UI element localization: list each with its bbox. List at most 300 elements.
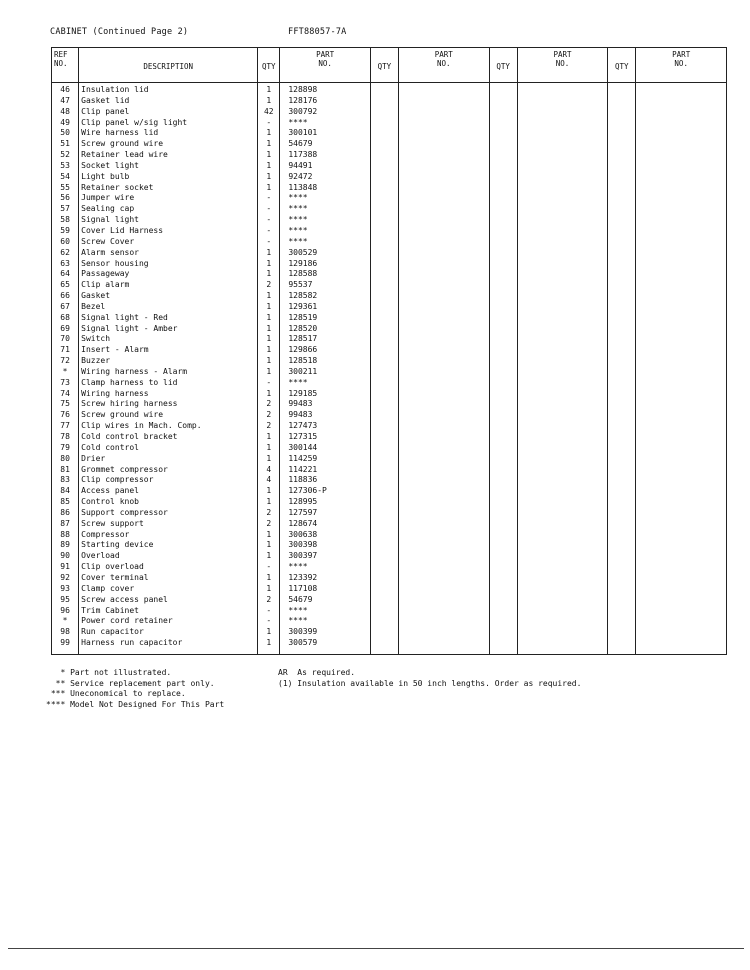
description-cell: Harness run capacitor <box>79 638 258 654</box>
part-no-cell-empty <box>517 204 608 215</box>
qty-cell-empty <box>608 551 636 562</box>
qty-cell-empty <box>608 334 636 345</box>
ref-no-cell: 63 <box>52 259 79 270</box>
qty-cell-empty <box>489 410 517 421</box>
part-no-cell: 128582 <box>280 291 371 302</box>
ref-no-cell: 84 <box>52 486 79 497</box>
qty-cell: 1 <box>258 248 280 259</box>
part-no-cell-empty <box>636 83 727 96</box>
qty-cell-empty <box>489 508 517 519</box>
part-no-cell-empty <box>517 183 608 194</box>
table-row <box>52 193 727 204</box>
table-row <box>52 638 727 654</box>
part-no-cell-empty <box>636 139 727 150</box>
part-no-cell-empty <box>517 573 608 584</box>
part-no-cell-empty <box>517 161 608 172</box>
part-no-cell-empty <box>517 96 608 107</box>
part-no-cell-empty <box>636 410 727 421</box>
part-no-cell: 129361 <box>280 302 371 313</box>
description-cell: Clip alarm <box>79 280 258 291</box>
qty-cell-empty <box>608 497 636 508</box>
qty-cell: 1 <box>258 530 280 541</box>
part-no-cell-empty <box>399 313 490 324</box>
qty-cell-empty <box>608 172 636 183</box>
ref-no-cell: 49 <box>52 118 79 129</box>
footnote-as-required: AR As required. <box>278 668 356 677</box>
qty-cell: 1 <box>258 259 280 270</box>
part-no-cell-empty <box>636 540 727 551</box>
part-no-cell-empty <box>517 313 608 324</box>
qty-cell: 1 <box>258 345 280 356</box>
qty-cell-empty <box>370 606 398 617</box>
qty-cell-empty <box>370 226 398 237</box>
part-no-cell: 127315 <box>280 432 371 443</box>
table-row <box>52 324 727 335</box>
description-cell: Switch <box>79 334 258 345</box>
part-no-header-4 <box>636 48 727 83</box>
ref-no-cell: * <box>52 616 79 627</box>
table-row <box>52 83 727 96</box>
description-cell: Alarm sensor <box>79 248 258 259</box>
qty-cell-empty <box>608 638 636 654</box>
ref-no-cell: 80 <box>52 454 79 465</box>
qty-cell-empty <box>489 107 517 118</box>
qty-cell: - <box>258 562 280 573</box>
qty-cell-empty <box>608 204 636 215</box>
table-row <box>52 215 727 226</box>
qty-cell-empty <box>608 259 636 270</box>
description-cell: Retainer lead wire <box>79 150 258 161</box>
ref-no-cell: 62 <box>52 248 79 259</box>
table-row <box>52 465 727 476</box>
part-no-cell-empty <box>399 193 490 204</box>
description-cell: Trim Cabinet <box>79 606 258 617</box>
qty-cell-empty <box>608 193 636 204</box>
qty-cell-empty <box>608 378 636 389</box>
qty-cell-empty <box>489 389 517 400</box>
part-no-cell: 128517 <box>280 334 371 345</box>
qty-cell-empty <box>489 367 517 378</box>
qty-cell-empty <box>608 584 636 595</box>
qty-cell-empty <box>489 334 517 345</box>
ref-no-cell: 96 <box>52 606 79 617</box>
part-no-cell: 128520 <box>280 324 371 335</box>
ref-no-cell: 78 <box>52 432 79 443</box>
part-no-cell-empty <box>399 161 490 172</box>
qty-cell-empty <box>489 356 517 367</box>
part-no-cell: **** <box>280 237 371 248</box>
part-no-cell: 300398 <box>280 540 371 551</box>
qty-cell-empty <box>608 324 636 335</box>
table-row <box>52 226 727 237</box>
part-no-cell-empty <box>517 107 608 118</box>
description-cell: Screw access panel <box>79 595 258 606</box>
table-row <box>52 269 727 280</box>
part-no-cell-empty <box>517 540 608 551</box>
part-no-cell-empty <box>636 627 727 638</box>
part-no-cell-empty <box>399 345 490 356</box>
ref-header-line1: REF <box>54 50 68 59</box>
part-no-cell: **** <box>280 193 371 204</box>
qty-cell-empty <box>608 454 636 465</box>
qty-cell-empty <box>489 595 517 606</box>
part-no-cell-empty <box>517 259 608 270</box>
qty-cell-empty <box>489 551 517 562</box>
description-cell: Signal light - Red <box>79 313 258 324</box>
part-no-cell: 127597 <box>280 508 371 519</box>
part-no-cell-empty <box>517 486 608 497</box>
ref-no-cell: 76 <box>52 410 79 421</box>
qty-cell: 1 <box>258 96 280 107</box>
qty-cell-empty <box>489 584 517 595</box>
table-row <box>52 118 727 129</box>
qty-cell-empty <box>489 378 517 389</box>
part-no-cell: 99483 <box>280 399 371 410</box>
ref-no-cell: 74 <box>52 389 79 400</box>
part-no-cell-empty <box>636 497 727 508</box>
qty-cell-empty <box>489 324 517 335</box>
part-no-cell-empty <box>636 432 727 443</box>
description-cell: Cold control bracket <box>79 432 258 443</box>
part-no-cell-empty <box>636 443 727 454</box>
parts-table <box>51 47 727 655</box>
qty-cell-empty <box>608 627 636 638</box>
qty-cell-empty <box>489 302 517 313</box>
part-no-cell-empty <box>399 237 490 248</box>
qty-cell-empty <box>489 83 517 96</box>
part-no-cell: 92472 <box>280 172 371 183</box>
part-no-cell-empty <box>399 519 490 530</box>
part-no-cell-empty <box>517 367 608 378</box>
ref-no-cell: 88 <box>52 530 79 541</box>
table-row <box>52 389 727 400</box>
part-no-cell-empty <box>517 616 608 627</box>
part-no-cell-empty <box>399 248 490 259</box>
part-no-cell-empty <box>399 454 490 465</box>
qty-cell-empty <box>370 259 398 270</box>
table-row <box>52 627 727 638</box>
part-no-cell-empty <box>517 443 608 454</box>
part-no-cell: **** <box>280 215 371 226</box>
qty-cell-empty <box>489 139 517 150</box>
qty-cell-empty <box>370 497 398 508</box>
part-no-cell-empty <box>399 616 490 627</box>
part-no-cell: 128519 <box>280 313 371 324</box>
description-cell: Bezel <box>79 302 258 313</box>
part-no-cell-empty <box>399 183 490 194</box>
part-no-cell: 300397 <box>280 551 371 562</box>
qty-cell-empty <box>370 313 398 324</box>
qty-cell-empty <box>608 313 636 324</box>
qty-cell-empty <box>489 215 517 226</box>
description-cell: Starting device <box>79 540 258 551</box>
part-no-cell-empty <box>517 269 608 280</box>
qty-cell: - <box>258 606 280 617</box>
part-no-cell: 54679 <box>280 139 371 150</box>
qty-cell-empty <box>370 584 398 595</box>
qty-cell-empty <box>608 291 636 302</box>
part-no-cell-empty <box>636 128 727 139</box>
table-row <box>52 497 727 508</box>
qty-cell-empty <box>608 237 636 248</box>
qty-cell-empty <box>489 432 517 443</box>
table-row <box>52 302 727 313</box>
qty-cell-empty <box>489 280 517 291</box>
qty-cell-empty <box>489 345 517 356</box>
part-no-cell-empty <box>517 291 608 302</box>
part-no-cell: 128898 <box>280 83 371 96</box>
ref-no-cell: 64 <box>52 269 79 280</box>
part-no-cell: **** <box>280 226 371 237</box>
part-no-cell-empty <box>517 465 608 476</box>
qty-cell-empty <box>370 465 398 476</box>
qty-cell: 1 <box>258 573 280 584</box>
qty-cell-empty <box>489 183 517 194</box>
description-cell: Socket light <box>79 161 258 172</box>
qty-cell-empty <box>370 443 398 454</box>
ref-no-cell: 90 <box>52 551 79 562</box>
table-row <box>52 486 727 497</box>
qty-cell-empty <box>370 248 398 259</box>
qty-cell: 1 <box>258 497 280 508</box>
qty-cell-empty <box>489 454 517 465</box>
description-cell: Clip wires in Mach. Comp. <box>79 421 258 432</box>
part-no-cell-empty <box>399 562 490 573</box>
table-row <box>52 606 727 617</box>
qty-cell-empty <box>608 530 636 541</box>
ref-no-cell: 85 <box>52 497 79 508</box>
part-no-cell-empty <box>399 530 490 541</box>
qty-cell-empty <box>608 96 636 107</box>
qty-cell: 1 <box>258 334 280 345</box>
table-row <box>52 519 727 530</box>
qty-cell-empty <box>489 638 517 654</box>
part-header-line1: PART <box>316 50 335 59</box>
description-cell: Signal light <box>79 215 258 226</box>
part-no-cell-empty <box>636 215 727 226</box>
part-no-cell-empty <box>517 432 608 443</box>
part-no-cell-empty <box>517 248 608 259</box>
qty-header-3: QTY <box>489 48 517 83</box>
part-no-cell: 300144 <box>280 443 371 454</box>
qty-cell-empty <box>370 389 398 400</box>
part-no-cell-empty <box>517 345 608 356</box>
ref-no-cell: 57 <box>52 204 79 215</box>
qty-cell-empty <box>370 345 398 356</box>
part-no-cell-empty <box>636 204 727 215</box>
qty-cell-empty <box>370 573 398 584</box>
footnote-not-illustrated: * Part not illustrated. <box>46 668 172 677</box>
qty-cell-empty <box>608 540 636 551</box>
ref-no-cell: 89 <box>52 540 79 551</box>
part-no-cell-empty <box>636 356 727 367</box>
part-header-line1: PART <box>434 50 453 59</box>
part-no-cell-empty <box>636 519 727 530</box>
part-no-cell-empty <box>399 280 490 291</box>
qty-cell-empty <box>489 399 517 410</box>
ref-no-cell: 93 <box>52 584 79 595</box>
part-no-cell: 300792 <box>280 107 371 118</box>
qty-cell-empty <box>489 616 517 627</box>
part-no-cell: 128995 <box>280 497 371 508</box>
part-no-cell-empty <box>399 432 490 443</box>
ref-no-cell: 86 <box>52 508 79 519</box>
part-no-cell-empty <box>517 193 608 204</box>
footnotes-right <box>278 668 581 689</box>
part-no-cell-empty <box>517 302 608 313</box>
table-row <box>52 367 727 378</box>
part-no-cell-empty <box>517 530 608 541</box>
part-no-cell-empty <box>636 161 727 172</box>
part-no-cell-empty <box>399 334 490 345</box>
qty-cell-empty <box>608 139 636 150</box>
table-row <box>52 345 727 356</box>
qty-cell: 1 <box>258 389 280 400</box>
ref-no-cell: 46 <box>52 83 79 96</box>
part-no-cell: 300579 <box>280 638 371 654</box>
part-no-cell: 300211 <box>280 367 371 378</box>
description-cell: Sealing cap <box>79 204 258 215</box>
qty-cell-empty <box>489 226 517 237</box>
qty-cell-empty <box>370 324 398 335</box>
table-row <box>52 172 727 183</box>
qty-cell-empty <box>489 118 517 129</box>
qty-cell: 1 <box>258 269 280 280</box>
part-header-line2: NO. <box>674 59 688 68</box>
qty-cell: 2 <box>258 280 280 291</box>
qty-cell: 1 <box>258 83 280 96</box>
qty-cell-empty <box>489 421 517 432</box>
part-no-cell-empty <box>517 334 608 345</box>
table-row <box>52 551 727 562</box>
qty-cell: 1 <box>258 443 280 454</box>
ref-no-cell: 55 <box>52 183 79 194</box>
qty-cell: - <box>258 237 280 248</box>
part-no-cell-empty <box>399 638 490 654</box>
ref-no-cell: 51 <box>52 139 79 150</box>
qty-cell-empty <box>608 421 636 432</box>
description-cell: Wiring harness - Alarm <box>79 367 258 378</box>
qty-cell-empty <box>608 118 636 129</box>
qty-cell: 1 <box>258 551 280 562</box>
qty-cell-empty <box>608 486 636 497</box>
qty-cell-empty <box>489 562 517 573</box>
qty-header-4: QTY <box>608 48 636 83</box>
part-no-cell: 94491 <box>280 161 371 172</box>
qty-cell-empty <box>489 204 517 215</box>
qty-cell-empty <box>370 595 398 606</box>
part-no-cell-empty <box>636 475 727 486</box>
part-no-cell-empty <box>636 399 727 410</box>
part-no-cell-empty <box>517 389 608 400</box>
part-no-cell-empty <box>399 226 490 237</box>
qty-cell-empty <box>608 508 636 519</box>
table-row <box>52 161 727 172</box>
table-row <box>52 421 727 432</box>
qty-cell-empty <box>370 432 398 443</box>
part-no-cell-empty <box>399 475 490 486</box>
part-no-cell-empty <box>636 118 727 129</box>
part-no-cell-empty <box>517 421 608 432</box>
part-header-line2: NO. <box>555 59 570 68</box>
part-no-cell-empty <box>399 215 490 226</box>
qty-cell: - <box>258 193 280 204</box>
description-cell: Insulation lid <box>79 83 258 96</box>
description-cell: Clip panel <box>79 107 258 118</box>
qty-cell-empty <box>608 215 636 226</box>
table-row <box>52 204 727 215</box>
part-no-cell-empty <box>636 193 727 204</box>
part-no-cell: 129185 <box>280 389 371 400</box>
part-no-cell-empty <box>399 356 490 367</box>
description-cell: Signal light - Amber <box>79 324 258 335</box>
part-no-cell-empty <box>399 259 490 270</box>
part-no-cell: 117108 <box>280 584 371 595</box>
part-no-cell: 300529 <box>280 248 371 259</box>
ref-no-cell: 92 <box>52 573 79 584</box>
part-no-cell-empty <box>636 313 727 324</box>
qty-cell: 1 <box>258 638 280 654</box>
ref-no-cell: 59 <box>52 226 79 237</box>
qty-cell-empty <box>370 454 398 465</box>
page-header-section: CABINET (Continued Page 2) <box>50 27 189 37</box>
qty-cell-empty <box>370 540 398 551</box>
table-row <box>52 313 727 324</box>
qty-cell-empty <box>608 432 636 443</box>
qty-cell: 1 <box>258 432 280 443</box>
part-no-cell: 95537 <box>280 280 371 291</box>
description-cell: Run capacitor <box>79 627 258 638</box>
part-no-cell-empty <box>636 150 727 161</box>
qty-cell-empty <box>370 475 398 486</box>
qty-cell-empty <box>489 193 517 204</box>
part-no-cell-empty <box>517 172 608 183</box>
part-no-cell-empty <box>399 324 490 335</box>
page-bottom-rule <box>8 948 744 949</box>
ref-header-line2: NO. <box>54 59 68 68</box>
part-no-cell-empty <box>399 465 490 476</box>
qty-cell-empty <box>608 399 636 410</box>
qty-cell-empty <box>489 486 517 497</box>
part-no-cell: 99483 <box>280 410 371 421</box>
part-no-cell-empty <box>399 443 490 454</box>
part-no-cell: 54679 <box>280 595 371 606</box>
qty-cell: 2 <box>258 421 280 432</box>
qty-cell-empty <box>608 389 636 400</box>
qty-cell: 1 <box>258 454 280 465</box>
table-row <box>52 237 727 248</box>
qty-cell-empty <box>608 573 636 584</box>
part-no-cell: **** <box>280 562 371 573</box>
description-cell: Grommet compressor <box>79 465 258 476</box>
description-cell: Overload <box>79 551 258 562</box>
table-row <box>52 475 727 486</box>
ref-no-cell: 98 <box>52 627 79 638</box>
part-no-cell-empty <box>399 584 490 595</box>
part-no-cell-empty <box>636 280 727 291</box>
qty-cell-empty <box>608 356 636 367</box>
qty-header-2: QTY <box>370 48 398 83</box>
ref-no-cell: 91 <box>52 562 79 573</box>
part-no-cell-empty <box>636 96 727 107</box>
part-no-cell: **** <box>280 118 371 129</box>
qty-cell: 1 <box>258 172 280 183</box>
qty-cell: 2 <box>258 410 280 421</box>
ref-no-cell: 81 <box>52 465 79 476</box>
qty-cell-empty <box>370 627 398 638</box>
qty-cell: 1 <box>258 324 280 335</box>
ref-no-cell: 87 <box>52 519 79 530</box>
